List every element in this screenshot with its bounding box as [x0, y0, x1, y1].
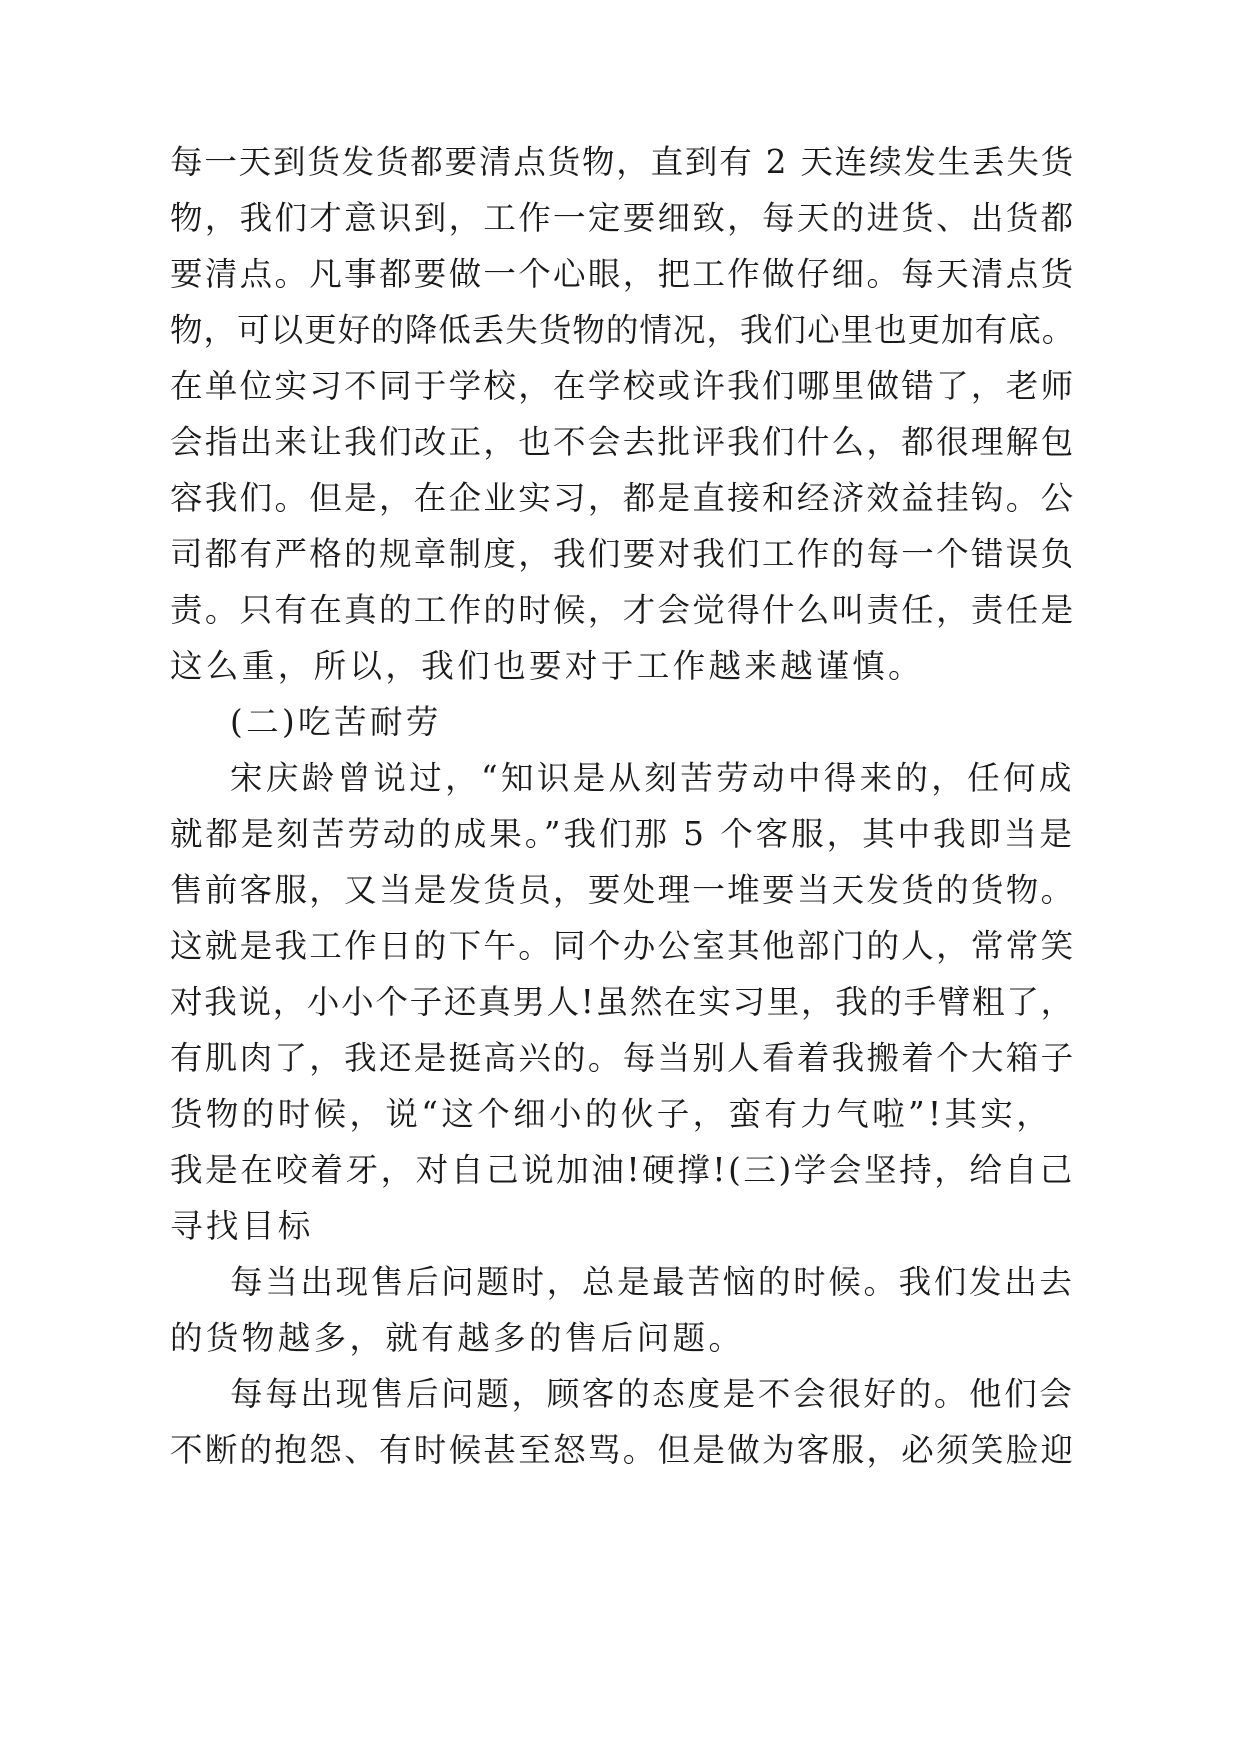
text-line: 对我说，小小个子还真男人!虽然在实习里，我的手臂粗了，: [170, 983, 1075, 1021]
text-line: 宋庆龄曾说过，“知识是从刻苦劳动中得来的，任何成: [230, 759, 1075, 797]
text-line: 不断的抱怨、有时候甚至怒骂。但是做为客服，必须笑脸迎: [170, 1431, 1076, 1469]
text-line: 要清点。凡事都要做一个心眼，把工作做仔细。每天清点货: [170, 255, 1076, 293]
text-line: 每当出现售后问题时，总是最苦恼的时候。我们发出去: [230, 1263, 1075, 1301]
text-line: 有肌肉了，我还是挺高兴的。每当别人看着我搬着个大箱子: [170, 1039, 1076, 1077]
section-heading: (二)吃苦耐劳: [230, 703, 442, 741]
text-line: 的货物越多，就有越多的售后问题。: [170, 1319, 745, 1357]
text-line: 货物的时候，说“这个细小的伙子，蛮有力气啦”!其实，: [170, 1095, 1053, 1133]
text-line: 每一天到货发货都要清点货物，直到有 2 天连续发生丢失货: [170, 143, 1076, 181]
text-line: 会指出来让我们改正，也不会去批评我们什么，都很理解包: [170, 423, 1076, 461]
text-line: 容我们。但是，在企业实习，都是直接和经济效益挂钩。公: [170, 479, 1076, 517]
text-line: 在单位实习不同于学校，在学校或许我们哪里做错了，老师: [170, 367, 1076, 405]
text-line: 责。只有在真的工作的时候，才会觉得什么叫责任，责任是: [170, 591, 1076, 629]
text-line: 物，我们才意识到，工作一定要细致，每天的进货、出货都: [170, 199, 1076, 237]
text-line: 寻找目标: [170, 1207, 314, 1245]
text-line: 就都是刻苦劳动的成果。”我们那 5 个客服，其中我即当是: [170, 815, 1075, 853]
text-line: 售前客服，又当是发货员，要处理一堆要当天发货的货物。: [170, 871, 1076, 909]
text-line: 物，可以更好的降低丢失货物的情况，我们心里也更加有底。: [170, 311, 1076, 349]
text-line: 这么重，所以，我们也要对于工作越来越谨慎。: [170, 647, 924, 685]
text-line: 这就是我工作日的下午。同个办公室其他部门的人，常常笑: [170, 927, 1076, 965]
text-line: 司都有严格的规章制度，我们要对我们工作的每一个错误负: [170, 535, 1076, 573]
text-line: 每每出现售后问题，顾客的态度是不会很好的。他们会: [230, 1375, 1075, 1413]
text-line: 我是在咬着牙，对自己说加油!硬撑!(三)学会坚持，给自己: [170, 1151, 1075, 1189]
